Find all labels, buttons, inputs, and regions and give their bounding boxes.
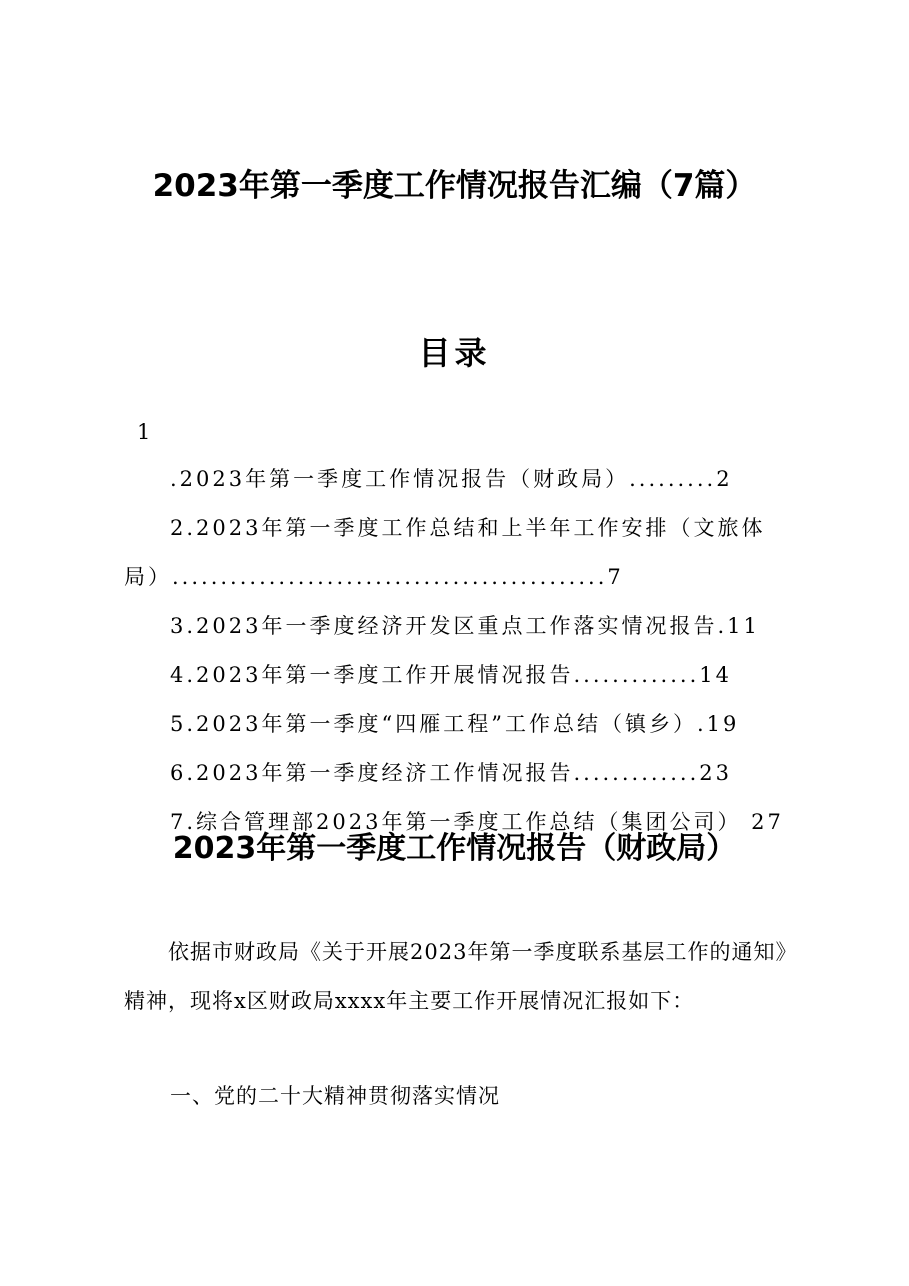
toc-entry-2[interactable]: 2.2023年第一季度工作总结和上半年工作安排（文旅体 [170, 516, 766, 540]
toc-entry-6[interactable]: 6.2023年第一季度经济工作情况报告.............23 [170, 761, 732, 785]
toc-entry-4[interactable]: 4.2023年第一季度工作开展情况报告.............14 [170, 663, 732, 687]
toc-stray-number: 1 [137, 420, 151, 444]
toc-entry-1[interactable]: .2023年第一季度工作情况报告（财政局）.........2 [170, 467, 733, 491]
toc-entry-2-continued[interactable]: 局）.............................................7 [124, 565, 624, 589]
toc-entry-3[interactable]: 3.2023年一季度经济开发区重点工作落实情况报告.11 [170, 614, 760, 638]
toc-entry-5[interactable]: 5.2023年第一季度“四雁工程”工作总结（镇乡）.19 [170, 712, 740, 736]
toc-title: 目录 [418, 334, 491, 372]
intro-paragraph: 依据市财政局《关于开展2023年第一季度联系基层工作的通知》精神，现将x区财政局xxxx年主要工作开展情况汇报如下： [124, 940, 798, 1013]
first-heading: 一、党的二十大精神贯彻落实情况 [170, 1084, 500, 1108]
main-title: 2023年第一季度工作情况报告汇编（7篇） [152, 168, 757, 204]
section-title: 2023年第一季度工作情况报告（财政局） [172, 831, 737, 866]
toc-entry-7[interactable]: 7.综合管理部2023年第一季度工作总结（集团公司） 27 [170, 810, 784, 834]
